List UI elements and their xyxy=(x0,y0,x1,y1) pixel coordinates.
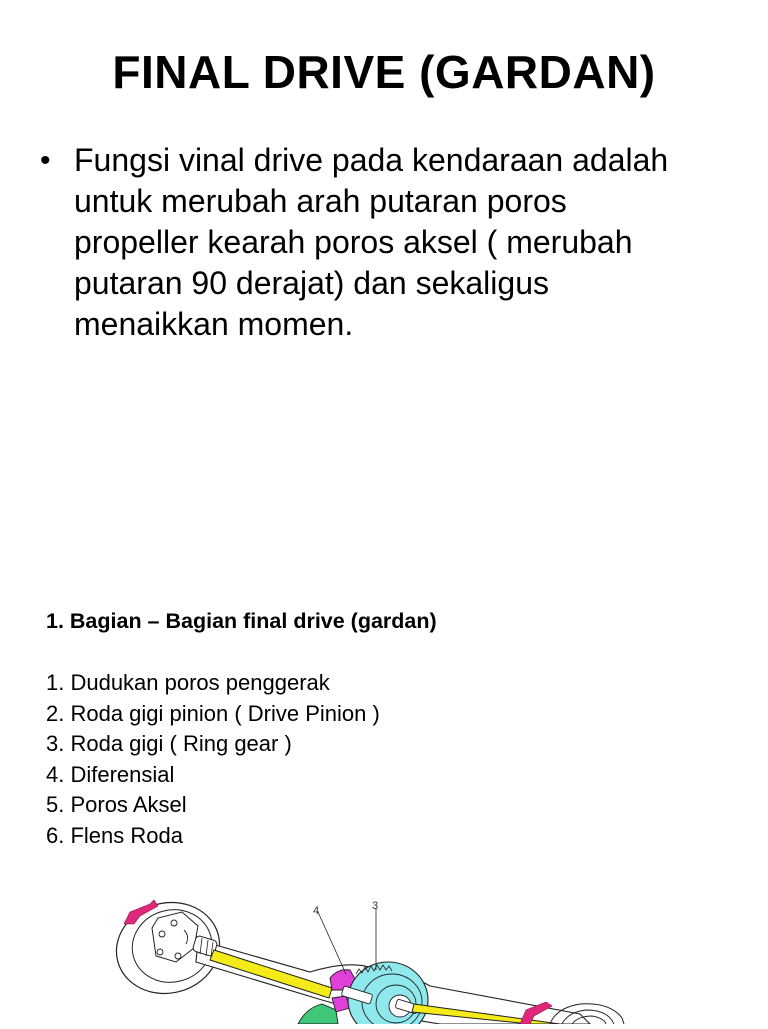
bullet-line: untuk merubah arah putaran poros xyxy=(74,183,567,219)
pinion-gear-icon xyxy=(298,1004,338,1024)
bullet-line: menaikkan momen. xyxy=(74,306,354,342)
bullet-line: propeller kearah poros aksel ( merubah xyxy=(74,224,633,260)
list-item: 2. Roda gigi pinion ( Drive Pinion ) xyxy=(46,700,380,726)
list-item: 4. Diferensial xyxy=(46,761,175,787)
list-item: 6. Flens Roda xyxy=(46,822,183,848)
bullet-dot-icon: • xyxy=(40,144,51,177)
list-item: 3. Roda gigi ( Ring gear ) xyxy=(46,731,292,756)
slide-title: FINAL DRIVE (GARDAN) xyxy=(112,46,656,98)
function-description xyxy=(74,140,734,345)
bullet-line: putaran 90 derajat) dan sekaligus xyxy=(74,265,549,301)
label-4: 4 xyxy=(313,905,320,917)
parts-list xyxy=(46,668,380,851)
list-item: 5. Poros Aksel xyxy=(46,792,187,817)
label-3: 3 xyxy=(372,900,379,912)
parts-section-heading: 1. Bagian – Bagian final drive (gardan) xyxy=(46,609,437,633)
bullet-line: Fungsi vinal drive pada kendaraan adalah xyxy=(74,142,669,178)
final-drive-diagram xyxy=(110,890,670,1024)
list-item: 1. Dudukan poros penggerak xyxy=(46,670,330,695)
